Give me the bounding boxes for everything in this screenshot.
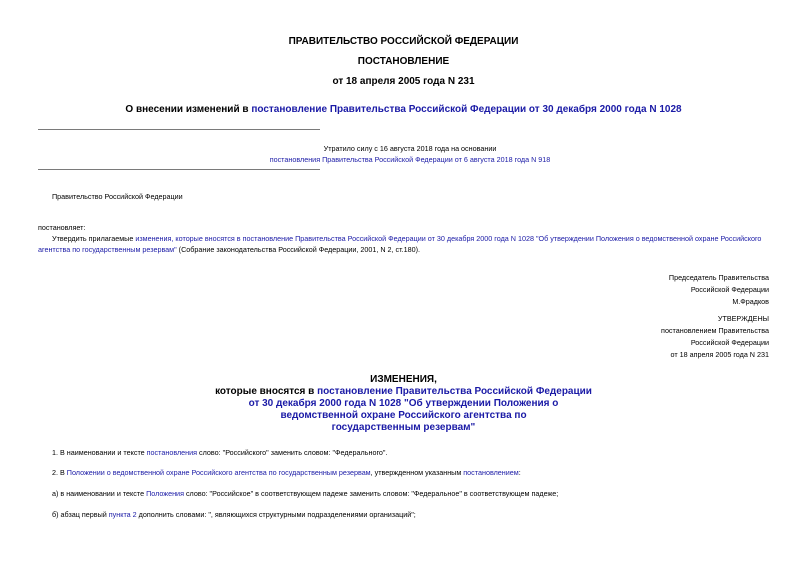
preamble-decrees: постановляет: (38, 223, 86, 232)
approved-line-4: от 18 апреля 2005 года N 231 (670, 350, 769, 359)
signature-block (469, 272, 769, 307)
lost-force-link-918[interactable]: постановления Правительства Российской Федерации от 6 августа 2018 года N 918 (269, 155, 551, 164)
item-2 (52, 467, 772, 478)
header-date: от 18 апреля 2005 года N 231 (332, 76, 475, 87)
item-1-b: слово: "Российского" заменить словом: "Федерального". (197, 448, 388, 457)
signature-line-2: Российской Федерации (690, 285, 769, 294)
item-a-link[interactable]: Положения (146, 489, 184, 498)
item-2-b: , утвержденном указанным (370, 468, 464, 477)
preamble-changes-link[interactable]: изменения, которые вносятся в постановление Правительства Российской Федерации от 30 декабря 2000 года N 1028 "Об утверждении Положения о ведомственной охране Российского агентства по государственным резервам" (38, 234, 762, 254)
preamble-paragraph (38, 233, 773, 255)
item-1-link[interactable]: постановления (146, 448, 198, 457)
preamble-government: Правительство Российской Федерации (52, 192, 183, 201)
item-2-link-resolution[interactable]: постановлением (463, 468, 519, 477)
divider-bottom (38, 169, 320, 170)
item-b-a: б) абзац первый (52, 510, 109, 519)
item-b (52, 509, 772, 520)
item-a-b: слово: "Российское" в соответствующем падеже заменить словом: "Федеральное" в соответствующем падеже; (183, 489, 559, 498)
changes-sub-prefix: которые вносятся в (215, 386, 318, 397)
preamble-p1-start: Утвердить прилагаемые (52, 234, 136, 243)
item-a (52, 488, 782, 499)
changes-link-part-2[interactable]: от 30 декабря 2000 года N 1028 "Об утверждении Положения о (248, 398, 559, 409)
header-doc-type: ПОСТАНОВЛЕНИЕ (357, 56, 450, 67)
changes-sub-line-2 (0, 398, 807, 410)
title-prefix: О внесении изменений в (125, 104, 252, 115)
item-b-link[interactable]: пункта 2 (108, 510, 137, 519)
changes-link-part-1[interactable]: постановление Правительства Российской Федерации (317, 386, 592, 397)
item-2-link-regulation[interactable]: Положении о ведомственной охране Российского агентства по государственным резервам (66, 468, 371, 477)
changes-sub-line-1 (0, 386, 807, 398)
lost-force-line: Утратило силу с 16 августа 2018 года на основании (323, 144, 497, 153)
changes-link-part-3[interactable]: ведомственной охране Российского агентства по (280, 410, 527, 421)
item-a-a: а) в наименовании и тексте (52, 489, 147, 498)
header-government: ПРАВИТЕЛЬСТВО РОССИЙСКОЙ ФЕДЕРАЦИИ (288, 36, 519, 47)
approved-block (469, 313, 769, 360)
item-1-a: 1. В наименовании и тексте (52, 448, 147, 457)
lost-force-link-wrap (180, 154, 640, 165)
changes-heading: ИЗМЕНЕНИЯ, (370, 374, 437, 385)
approved-line-2: постановлением Правительства (661, 326, 769, 335)
changes-heading-block (0, 374, 807, 434)
signature-line-1: Председатель Правительства (668, 273, 769, 282)
approved-line-3: Российской Федерации (690, 338, 769, 347)
changes-sub-line-3 (0, 410, 807, 422)
divider-top (38, 129, 320, 130)
item-2-c: : (518, 468, 521, 477)
item-1 (52, 447, 772, 458)
title-link-resolution-1028[interactable]: постановление Правительства Российской Федерации от 30 декабря 2000 года N 1028 (251, 104, 682, 115)
changes-sub-line-4 (0, 422, 807, 434)
item-b-b: дополнить словами: ", являющихся структурными подразделениями организаций"; (136, 510, 416, 519)
preamble-p1-end: (Собрание законодательства Российской Федерации, 2001, N 2, ст.180). (176, 245, 421, 254)
changes-link-part-4[interactable]: государственным резервам" (331, 422, 476, 433)
approved-line-1: УТВЕРЖДЕНЫ (717, 314, 769, 323)
item-2-a: 2. В (52, 468, 67, 477)
document-title (0, 104, 807, 115)
signature-line-3: М.Фрадков (732, 297, 769, 306)
